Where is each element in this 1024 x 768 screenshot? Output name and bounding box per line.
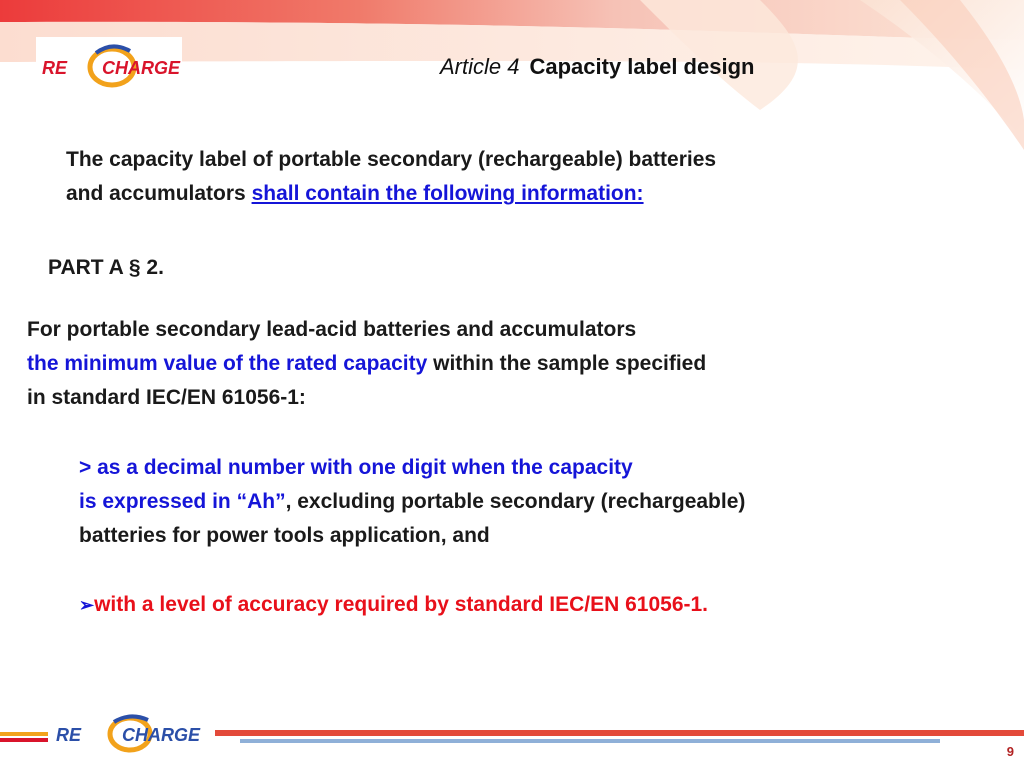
footer-logo-text-re: RE [56, 725, 82, 745]
para-line-1: For portable secondary lead-acid batteries and accumulators [27, 318, 637, 341]
intro-line-1: The capacity label of portable secondary (rechargeable) batteries [66, 148, 717, 171]
body-paragraph [27, 313, 706, 415]
intro-link[interactable]: shall contain the following information: [251, 182, 644, 205]
bullet1-line-2 [79, 485, 745, 519]
para-highlight: the minimum value of the rated capacity [27, 352, 428, 375]
arrow-bullet-icon: ➢ [79, 595, 95, 615]
bullet1-line-1: > as a decimal number with one digit when the capacity [79, 456, 633, 479]
page-number: 9 [1006, 744, 1014, 759]
part-heading: PART A § 2. [48, 256, 164, 279]
slide-title [440, 54, 754, 80]
bullet2-text: with a level of accuracy required by standard IEC/EN 61056-1. [94, 593, 709, 616]
bullet1-highlight: is expressed in “Ah” [79, 490, 286, 513]
para-line-3: in standard IEC/EN 61056-1: [27, 386, 306, 409]
bullet-item-decimal [79, 451, 745, 553]
footer-logo-text-charge: CHARGE [122, 725, 201, 745]
para-line-2 [27, 347, 706, 381]
title-article: Article 4 [440, 54, 520, 79]
bullet-item-accuracy [79, 588, 708, 622]
title-topic: Capacity label design [529, 54, 755, 79]
para-line-2-plain: within the sample specified [427, 352, 707, 375]
bullet1-line-2-plain: , excluding portable secondary (rechargeable) [285, 490, 746, 513]
logo-text-re: RE [42, 58, 68, 78]
footer-recharge-logo [52, 710, 208, 758]
intro-line-2-plain: and accumulators [66, 182, 252, 205]
recharge-logo [36, 37, 182, 95]
logo-text-charge: CHARGE [102, 58, 181, 78]
bullet1-line-3: batteries for power tools application, and [79, 524, 490, 547]
intro-text [66, 143, 716, 211]
intro-line-2 [66, 177, 716, 211]
